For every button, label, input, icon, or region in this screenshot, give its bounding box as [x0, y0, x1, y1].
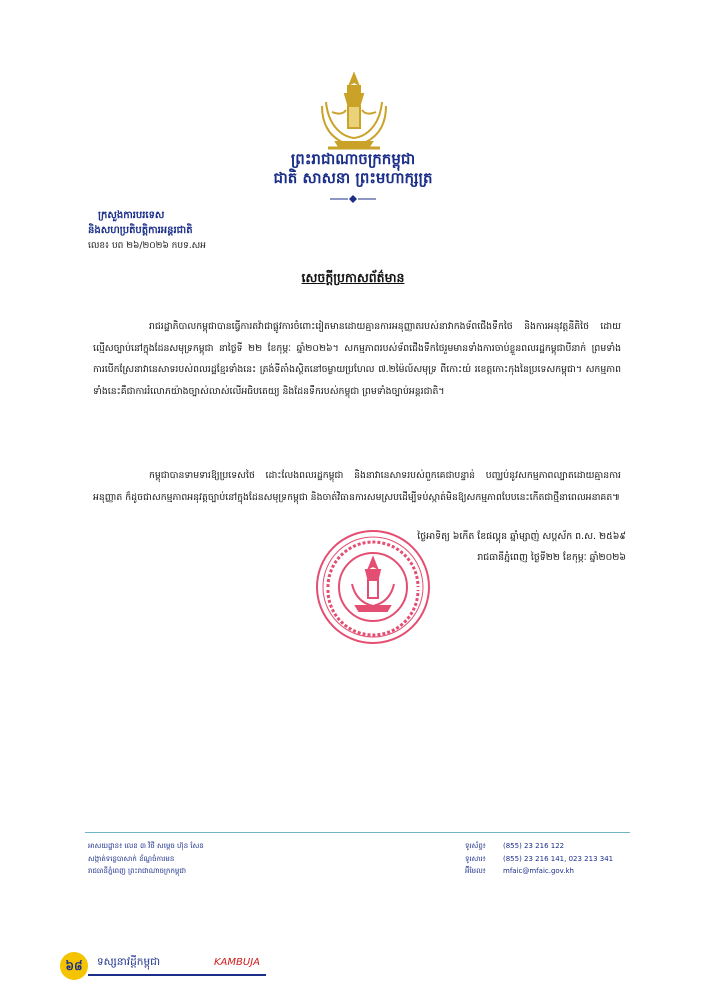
- ministry-line-2: និងសហប្រតិបត្តិការអន្តរជាតិ: [88, 225, 193, 236]
- fax-row: [465, 853, 640, 866]
- paragraph-2: [93, 465, 621, 508]
- date-lunar: ថ្ងៃអាទិត្យ ៦កើត ខែផល្គុន ឆ្នាំម្សាញ់ សប្តស័ក ព.ស. ២៥៦៩: [417, 531, 626, 542]
- document-title: សេចក្តីប្រកាសព័ត៌មាន: [301, 270, 405, 285]
- footer-address: [88, 840, 338, 878]
- kingdom-name: ព្រះរាជាណាចក្រកម្ពុជា: [290, 150, 416, 168]
- fax-value: (855) 23 216 141, 023 213 341: [503, 854, 614, 863]
- address-line-3: រាជធានីភ្នំពេញ ព្រះរាជាណាចក្រកម្ពុជា: [88, 867, 186, 875]
- date-solar: រាជធានីភ្នំពេញ ថ្ងៃទី២២ ខែកុម្ភៈ ឆ្នាំ២០២៦: [477, 552, 626, 563]
- kingdom-heading: [200, 150, 506, 188]
- address-line-1: អាសយដ្ឋាន៖ លេខ ៣ វិថី សម្តេច ហ៊ុន សែន: [88, 842, 204, 850]
- footer-divider: [85, 832, 630, 833]
- royal-emblem-icon: [318, 72, 390, 152]
- address-line-2: សង្កាត់ទន្លេបាសាក់ ខ័ណ្ឌចំការមន: [88, 854, 175, 863]
- phone-value: (855) 23 216 122: [503, 842, 565, 850]
- footer-contact: [465, 840, 640, 878]
- phone-row: [465, 840, 640, 853]
- magazine-name-khmer: ទស្សនាវដ្តីកម្ពុជា: [97, 956, 161, 968]
- paragraph-1: [93, 316, 621, 402]
- ministry-line-1: ក្រសួងការបរទេស: [98, 210, 165, 221]
- magazine-name-latin: KAMBUJA: [214, 957, 260, 968]
- reference-number: លេខ៖ បព ២៦/២០២៦ កបទ.សអ: [88, 241, 206, 251]
- page-number: ៦៨: [65, 959, 83, 973]
- email-value[interactable]: mfaic@mfaic.gov.kh: [503, 867, 574, 875]
- magazine-underline: [88, 974, 266, 976]
- fax-label: ទូរសារ៖: [465, 854, 486, 863]
- phone-label: ទូរស័ព្ទ៖: [465, 842, 486, 850]
- ministry-name: [88, 208, 193, 238]
- email-label: អ៊ីមែល៖: [465, 867, 486, 875]
- divider-ornament-icon: [330, 194, 376, 204]
- kingdom-motto: ជាតិ សាសនា ព្រះមហាក្សត្រ: [273, 169, 433, 187]
- email-row: [465, 865, 640, 878]
- paragraph-1-text: រាជរដ្ឋាភិបាលកម្ពុជាបានធ្វើការតវ៉ាជាផ្លូវការចំពោះរៀតមានដោយគ្មានការអនុញ្ញាតរបស់នាវាកងទ័ពជើងទឹកថៃ និងការអនុវត្តនីតិថៃ ដោយល្មើសច្បាប់នៅក្នុងដែនសមុទ្រកម្ពុជា នាថ្ងៃទី ២២ ខែកុម្ភៈ ឆ្នាំ២០២៦។ សកម្មភាពរបស់ទ័ពជើងទឹកថៃរួមមានទាំងការចាប់ខ្លួនពលរដ្ឋកម្ពុជាបីនាក់ ព្រមទាំងការបើកស្រែនាវានេសាទរបស់ពលរដ្ឋខ្មែរទាំងនេះ ត្រង់ទីតាំងស្ថិតនៅចម្ងាយប្រហែល ៧.២ម៉ៃល៍សមុទ្រ ពីកោះយ៉ រខេត្តកោះកុងនៃប្រទេសកម្ពុជា។ សកម្មភាពទាំងនេះគឺជាការរំលោភយ៉ាងច្បាស់លាស់លើអធិបតេយ្យ និងដែនទឹករបស់កម្ពុជា ព្រមទាំងច្បាប់អន្តរជាតិ។: [93, 321, 621, 397]
- paragraph-2-text: កម្ពុជាបានទាមទារឱ្យប្រទេសថៃ ដោះលែងពលរដ្ឋកម្ពុជា និងនាវានេសាទរបស់ពួកគេជាបន្ទាន់ បញ្ឈប់នូវសកម្មភាពល្បាតដោយគ្មានការអនុញ្ញាត ក៏ដូចជាសកម្មភាពអនុវត្តច្បាប់នៅក្នុងដែនសមុទ្រកម្ពុជា និងចាត់វិធានការសមស្របដើម្បីទប់ស្កាត់មិនឱ្យសកម្មភាពបែបនេះកើតជាថ្មីនាពេលអនាគត៕: [93, 470, 621, 503]
- official-seal-icon: [314, 528, 432, 646]
